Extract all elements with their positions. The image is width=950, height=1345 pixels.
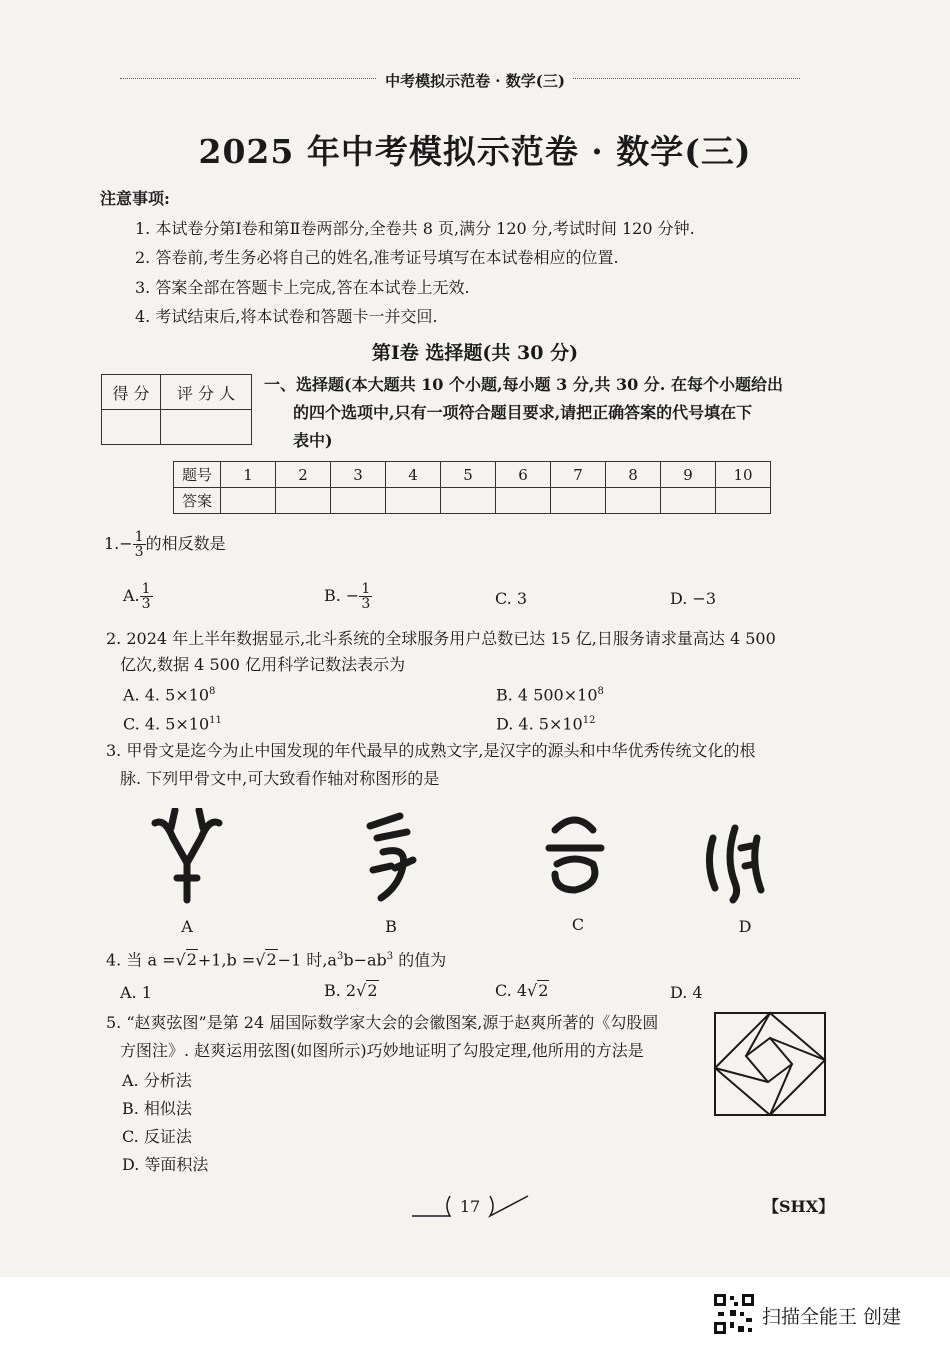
glyph-label-d[interactable]: D xyxy=(738,917,752,936)
q5-option-c[interactable]: C. 反证法 xyxy=(122,1127,192,1146)
score-box xyxy=(101,374,252,445)
scanner-watermark-text: 扫描全能王 创建 xyxy=(762,1306,902,1328)
glyph-label-c[interactable]: C xyxy=(571,915,585,934)
q2-option-b[interactable]: B. 4 $500\times 10^8$ xyxy=(496,685,604,705)
zhao-shuang-diagram-icon xyxy=(712,1010,828,1118)
q2-option-d[interactable]: D. 4. $5\times 10^{12}$ xyxy=(496,714,596,734)
answer-table xyxy=(173,461,771,514)
running-header: 中考模拟示范卷 · 数学(三) xyxy=(0,70,950,91)
question-number: 9 xyxy=(661,462,716,488)
answer-cell[interactable] xyxy=(221,488,276,514)
question-number: 7 xyxy=(551,462,606,488)
q1-option-b[interactable]: B. − $\frac{1}{3}$ xyxy=(324,581,371,612)
glyph-d-icon xyxy=(709,828,761,900)
q1-option-d[interactable]: D. −3 xyxy=(670,589,717,608)
section-title: 第Ⅰ卷 选择题(共 30 分) xyxy=(371,342,579,364)
notice-item-2: 2. 答卷前,考生务必将自己的姓名,准考证号填写在本试卷相应的位置. xyxy=(135,248,619,267)
q4-option-a[interactable]: A. 1 xyxy=(120,983,152,1002)
page-number: 17 xyxy=(459,1197,481,1216)
question-number: 4 xyxy=(386,462,441,488)
q5-option-a[interactable]: A. 分析法 xyxy=(122,1071,192,1090)
question-5-line-2: 方图注》. 赵爽运用弦图(如图所示)巧妙地证明了勾股定理,他所用的方法是 xyxy=(120,1041,644,1060)
answer-cell[interactable] xyxy=(441,488,496,514)
score-label: 得 分 xyxy=(102,375,161,410)
glyph-b-icon xyxy=(370,816,413,898)
glyph-a-icon xyxy=(155,810,219,900)
question-number: 3 xyxy=(331,462,386,488)
q4-option-c[interactable]: C. 4√2 xyxy=(495,981,549,1000)
number-row-label: 题号 xyxy=(174,462,221,488)
q1-option-c[interactable]: C. 3 xyxy=(495,589,528,608)
question-number: 8 xyxy=(606,462,661,488)
glyph-label-b[interactable]: B xyxy=(385,917,397,936)
question-number: 5 xyxy=(441,462,496,488)
question-2-line-1: 2. 2024 年上半年数据显示,北斗系统的全球服务用户总数已达 15 亿,日服务请求量高达 4 500 xyxy=(106,629,776,648)
notice-item-4: 4. 考试结束后,将本试卷和答题卡一并交回. xyxy=(135,307,438,326)
q2-option-c[interactable]: C. 4. $5\times 10^{11}$ xyxy=(123,714,222,734)
question-5-line-1: 5. “赵爽弦图”是第 24 届国际数学家大会的会徽图案,源于赵爽所著的《勾股圆 xyxy=(106,1013,659,1032)
question-3-line-1: 3. 甲骨文是迄今为止中国发现的年代最早的成熟文字,是汉字的源头和中华优秀传统文化的根 xyxy=(106,741,756,760)
answer-cell[interactable] xyxy=(661,488,716,514)
question-number: 1 xyxy=(221,462,276,488)
grader-label: 评 分 人 xyxy=(161,375,252,410)
oracle-bone-glyphs xyxy=(145,808,785,908)
q5-option-d[interactable]: D. 等面积法 xyxy=(122,1155,209,1174)
fraction: $\frac{1}{3}$ xyxy=(134,529,144,560)
question-2-line-2: 亿次,数据 4 500 亿用科学记数法表示为 xyxy=(120,655,406,674)
question-4-stem: 4. 当 a =√2+1,b =√2−1 时$,a^3b-ab^3$ 的值为 xyxy=(106,950,447,970)
answer-table-number-row xyxy=(174,462,771,488)
qr-code-icon xyxy=(712,1292,756,1336)
notice-item-3: 3. 答案全部在答题卡上完成,答在本试卷上无效. xyxy=(135,278,470,297)
q4-option-b[interactable]: B. 2√2 xyxy=(324,981,378,1000)
q1-option-a[interactable]: A. $\frac{1}{3}$ xyxy=(123,581,151,612)
q2-option-a[interactable]: A. 4. $5\times 10^8$ xyxy=(123,685,216,705)
answer-cell[interactable] xyxy=(276,488,331,514)
answer-cell[interactable] xyxy=(606,488,661,514)
instruction-line-3: 表中) xyxy=(293,431,333,450)
question-number: 2 xyxy=(276,462,331,488)
notice-heading: 注意事项: xyxy=(100,189,170,208)
answer-row-label: 答案 xyxy=(174,488,221,514)
instruction-line-2: 的四个选项中,只有一项符合题目要求,请把正确答案的代号填在下 xyxy=(293,403,753,422)
question-3-line-2: 脉. 下列甲骨文中,可大致看作轴对称图形的是 xyxy=(120,769,440,788)
question-number: 10 xyxy=(716,462,771,488)
question-number: 6 xyxy=(496,462,551,488)
answer-cell[interactable] xyxy=(331,488,386,514)
paper-code: 【SHX】 xyxy=(763,1197,835,1216)
scanner-watermark-bar xyxy=(0,1277,950,1345)
answer-cell[interactable] xyxy=(716,488,771,514)
q4-option-d[interactable]: D. 4 xyxy=(670,983,703,1002)
instruction-line-1: 一、选择题(本大题共 10 个小题,每小题 3 分,共 30 分. 在每个小题给出 xyxy=(264,375,783,394)
glyph-label-a[interactable]: A xyxy=(181,917,193,936)
notice-item-1: 1. 本试卷分第Ⅰ卷和第Ⅱ卷两部分,全卷共 8 页,满分 120 分,考试时间 120 分钟. xyxy=(135,219,695,238)
glyph-c-icon xyxy=(549,820,601,890)
answer-cell[interactable] xyxy=(386,488,441,514)
page-title: 2025 年中考模拟示范卷 · 数学(三) xyxy=(198,132,752,171)
question-1-stem: 1.− $\frac{1}{3}$ 的相反数是 xyxy=(104,529,226,560)
score-cell[interactable] xyxy=(102,410,161,445)
answer-cell[interactable] xyxy=(551,488,606,514)
answer-cell[interactable] xyxy=(496,488,551,514)
grader-cell[interactable] xyxy=(161,410,252,445)
q5-option-b[interactable]: B. 相似法 xyxy=(122,1099,192,1118)
answer-table-answer-row xyxy=(174,488,771,514)
